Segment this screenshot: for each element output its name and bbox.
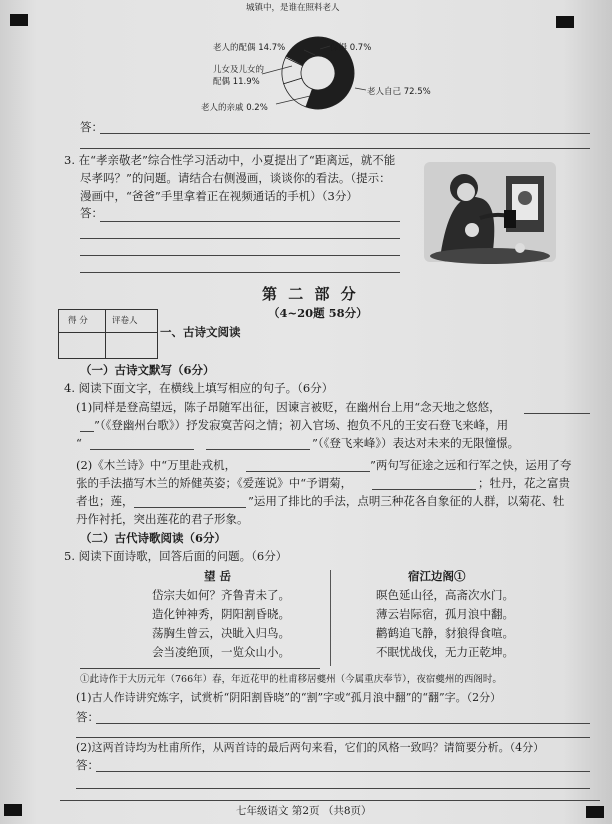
q4-line-3: ”（《登幽州台歌》）抒发寂寞苦闷之情；初入官场、抱负不凡的王安石登飞来峰，用 xyxy=(94,418,509,432)
q5-line-1: 5. 阅读下面诗歌，回答后面的问题。（6分） xyxy=(64,549,288,563)
q5-sub-q2-line-2[interactable] xyxy=(76,788,590,789)
footer-rule xyxy=(60,800,600,801)
q5-sub-q1-line-1[interactable] xyxy=(96,723,590,724)
poem1-line-2: 造化钟神秀，阴阳割昏晓。 xyxy=(152,607,290,621)
q4-line-8: 丹作衬托，突出莲花的君子形象。 xyxy=(76,512,249,526)
part2-title: 第 二 部 分 xyxy=(262,285,359,303)
q4-line-1: 4. 阅读下面文字，在横线上填写相应的句子。（6分） xyxy=(64,381,334,395)
poem2-line-1: 暝色延山径，高斋次水门。 xyxy=(376,588,514,602)
poem1-title: 望 岳 xyxy=(204,569,232,583)
poem-divider xyxy=(330,570,331,666)
q4-blank-5[interactable] xyxy=(372,489,476,490)
q4-line-6: 张的手法描写木兰的矫健英姿；《爱莲说》中“予谓菊， xyxy=(76,476,353,490)
sub1-heading: （一）古诗文默写（6分） xyxy=(80,363,215,377)
q5-sub-q1-line-2[interactable] xyxy=(76,737,590,738)
q3-line-2: 尽孝吗？”的问题。请结合右侧漫画，谈谈你的看法。（提示： xyxy=(80,171,391,185)
q4-line-5: (2)《木兰诗》中“万里赴戎机， xyxy=(76,458,237,472)
sub2-heading: （二）古代诗歌阅读（6分） xyxy=(80,531,227,545)
q4-blank-2[interactable] xyxy=(90,449,194,450)
score-col-label: 得 分 xyxy=(68,316,88,326)
slice-label-relatives: 老人的亲戚 0.2% xyxy=(201,103,268,113)
poem1-line-3: 荡胸生曾云，决眦入归鸟。 xyxy=(152,626,290,640)
q3-line-1: 3. 在“孝亲敬老”综合性学习活动中，小夏提出了“距离远，就不能 xyxy=(64,153,396,167)
poem2-line-4: 不眠忧战伐，无力正乾坤。 xyxy=(376,645,514,659)
q4-line-2: (1)同样是登高望远，陈子昂随军出征，因谏言被贬，在幽州台上用“念天地之悠悠， xyxy=(76,400,501,414)
chart-title: 城镇中，是谁在照料老人 xyxy=(246,3,340,13)
q4-line-4: ”（《登飞来峰》）表达对未来的无限憧憬。 xyxy=(312,436,520,450)
q4-blank-1b[interactable] xyxy=(80,431,94,432)
grader-col-label: 评卷人 xyxy=(112,316,138,326)
q2-answer-label: 答： xyxy=(80,120,103,134)
q4-line-6b: ；牡丹，花之富贵 xyxy=(478,476,570,490)
slice-label-children-1: 儿女及儿女的 xyxy=(213,65,265,75)
q4-blank-1[interactable] xyxy=(524,413,590,414)
q3-answer-line-1[interactable] xyxy=(100,221,400,222)
note-separator xyxy=(80,668,320,669)
slice-label-children-2: 配偶 11.9% xyxy=(213,77,260,87)
registration-mark-bottom-right xyxy=(586,806,604,818)
q3-answer-label: 答： xyxy=(80,206,103,220)
poem1-line-1: 岱宗夫如何？齐鲁青未了。 xyxy=(152,588,290,602)
q3-line-3: 漫画中，“爸爸”手里拿着正在视频通话的手机）（3分） xyxy=(80,189,358,203)
poem2-line-3: 鹳鹤追飞静，豺狼得食喧。 xyxy=(376,626,514,640)
poem2-title: 宿江边阁① xyxy=(408,569,466,583)
q4-blank-6[interactable] xyxy=(134,507,246,508)
q5-sub-q2-answer-label: 答： xyxy=(76,758,99,772)
poem2-line-2: 薄云岩际宿，孤月浪中翻。 xyxy=(376,607,514,621)
section1-heading: 一、古诗文阅读 xyxy=(160,325,241,339)
q4-line-5b: ”两句写征途之远和行军之快，运用了夸 xyxy=(370,458,572,472)
q4-line-7: 者也；莲， xyxy=(76,494,134,508)
part2-subtitle: （4~20题 58分） xyxy=(268,306,368,320)
q5-sub-q1-answer-label: 答： xyxy=(76,710,99,724)
q4-blank-3[interactable] xyxy=(206,449,310,450)
page-footer: 七年级语文 第2页 （共8页） xyxy=(236,805,372,817)
score-cell[interactable] xyxy=(59,333,104,357)
q5-note: ①此诗作于大历元年（766年）春，年近花甲的杜甫移居夔州（今属重庆奉节），夜宿夔州的西阁时。 xyxy=(80,674,502,685)
slice-label-self: 老人自己 72.5% xyxy=(367,87,431,97)
grader-cell[interactable] xyxy=(106,333,156,357)
score-table xyxy=(58,309,158,359)
chart-leader-lines xyxy=(0,0,612,130)
q3-answer-line-2[interactable] xyxy=(80,238,400,239)
registration-mark-bottom-left xyxy=(4,804,22,816)
q2-answer-line-2[interactable] xyxy=(80,148,590,149)
q2-answer-line-1[interactable] xyxy=(100,133,590,134)
q4-blank-4[interactable] xyxy=(246,471,370,472)
q3-answer-line-3[interactable] xyxy=(80,255,400,256)
q5-sub-q2-line-1[interactable] xyxy=(96,771,590,772)
slice-label-nanny: 保姆 0.7% xyxy=(330,43,372,53)
slice-label-spouse: 老人的配偶 14.7% xyxy=(213,43,286,53)
q3-answer-line-4[interactable] xyxy=(80,272,400,273)
poem1-line-4: 会当凌绝顶，一览众山小。 xyxy=(152,645,290,659)
q5-sub-q2: (2)这两首诗均为杜甫所作，从两首诗的最后两句来看，它们的风格一致吗？请简要分析。（4分） xyxy=(76,741,545,754)
q4-line-7b: ”运用了排比的手法，点明三种花各自象征的人群，以菊花、牡 xyxy=(248,494,565,508)
cartoon-illustration xyxy=(420,158,560,268)
q5-sub-q1: (1)古人作诗讲究炼字，试赏析“阴阳割昏晓”的“割”字或“孤月浪中翻”的“翻”字。（2分） xyxy=(76,691,502,704)
q4-line-4-open: “ xyxy=(76,436,82,450)
